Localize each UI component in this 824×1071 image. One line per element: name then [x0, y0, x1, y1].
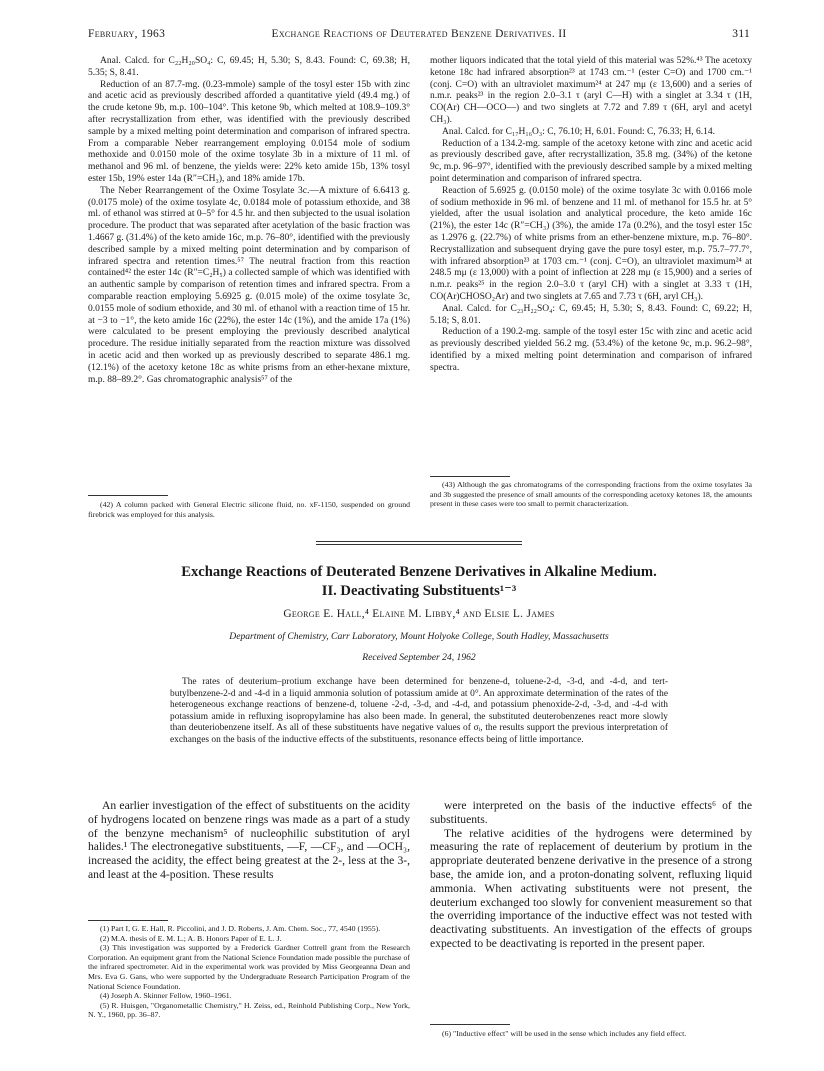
body-paragraph: Reaction of 5.6925 g. (0.0150 mole) of the oxime tosylate 3c with 0.0166 mole of sodium methoxide in 96 ml. of benzene and 11 ml. of methanol for 15.5 hr. at 5° yielded, after the usual isolation and analytical procedure, the keto amide 16c (21%), the ester 14c (R″=CH₃) (3%), the amide 17a (0.2%), and the tosyl ester 15c as 1.2976 g. (22.7%) of white prisms from an ether-benzene mixture, m.p. 76–80°. Recrystallization and subsequent drying gave the pure tosyl ester, m.p. 75.7–77.7°, with infrared absorption²³ at 1703 cm.⁻¹ (conj. C=O), an ultraviolet maximum²⁴ at 248.5 mμ (ε 13,000) with a point of inflection at 228 mμ (ε 15,900) and a series of n.m.r. peaks²⁵ in the region 2.0–3.0 τ (aryl CH) with a singlet at 3.33 τ (1H, CO(Ar)CHOSO₂Ar) and two singlets at 7.65 and 7.73 τ (6H, aryl CH₃).: [430, 185, 752, 302]
analysis-paragraph: Anal. Calcd. for C₂₂H₂₀SO₄: C, 69.45; H, 5.30; S, 8.43. Found: C, 69.38; H, 5.35; S, 8.41.: [88, 56, 410, 78]
body-paragraph: An earlier investigation of the effect of substituents on the acidity of hydrogens located on benzene rings was made as a part of a study of the benzyne mechanism⁵ of nucleophilic substitution of aryl halides.¹ The electronegative substituents, —F, —CF₃, and —OCH₃, increased the acidity, the effect being greatest at the 2-, less at the 3-, and least at the 4-position. These results: [88, 799, 410, 881]
body-paragraph: mother liquors indicated that the total yield of this material was 52%.⁴³ The acetoxy ketone 18c had infrared absorption²³ at 1743 cm.⁻¹ (ester C=O) and 1700 cm.⁻¹ (conj. C=O) with an ultraviolet maximum²⁴ at 247 mμ (ε 13,600) and a series of n.m.r. peaks²³ in the region 2.0–3.1 τ (aryl C—H) with a singlet at 3.34 τ (1H, CO(Ar) CH—OCO—) and two singlets at 7.72 and 7.89 τ (6H, aryl and acetyl CH₃).: [430, 56, 752, 125]
running-head: [88, 28, 750, 44]
footnote-text: (6) "Inductive effect" will be used in the sense which includes any field effect.: [442, 1029, 687, 1038]
footnote-rule: [88, 920, 168, 921]
analysis-paragraph: Anal. Calcd. for C₁₇H₁₆O₃: C, 76.10; H, 6.01. Found: C, 76.33; H, 6.14.: [442, 126, 716, 137]
footnote-text: (5) R. Huisgen, "Organometallic Chemistry," H. Zeiss, ed., Reinhold Publishing Corp., New York, N. Y., 1960, pp. 36–87.: [88, 1000, 410, 1020]
analysis-paragraph: Anal. Calcd. for C₂₃H₂₂SO₄: C, 69.45; H, 5.30; S, 8.43. Found: C, 69.22; H, 5.18; S, 8.01.: [430, 303, 752, 326]
abstract: The rates of deuterium–protium exchange have been determined for benzene-d, toluene-2-d, -3-d, and -4-d, and tert-butylbenzene-2-d and -4-d in a liquid ammonia solution of potassium amide at 0°. An approximate determination of the rates of the heterogeneous exchange reactions of benzene-d, toluene -2-d, -3-d, and -4-d, and potassium phenoxide-2-d, -3-d, and -4-d with potassium amide in refluxing isopropylamine has also been made. In general, the substituted deuterobenzenes react more slowly than deuteriobenzene itself. As all of these substituents have negative values of σᵢ, the results support the previous interpretation of exchanges on the basis of the inductive effects of the substituents, resonance effects being of little importance.: [170, 677, 668, 745]
footnote-text: (43) Although the gas chromatograms of the corresponding fractions from the oxime tosylates 3a and 3b suggested the presence of small amounts of the corresponding acetoxy ketones 18, the amounts present in these cases were too small to permit characterization.: [430, 480, 752, 509]
body-paragraph: The relative acidities of the hydrogens were determined by measuring the rate of replacement of deuterium by protium in the appropriate deuterated benzene derivative in the presence of a strong base, the amide ion, and a proton-donating solvent, refluxing liquid ammonia. When activating substituents were not present, the deuterium exchanged too slowly for convenient measurement so that the overriding importance of the inductive effect was not tested with deactivating substituents. An investigation of the effects of groups expected to be deactivating is reported in the present paper.: [430, 826, 752, 950]
footnotes-1-5: [88, 924, 410, 1020]
body-paragraph: Reduction of a 190.2-mg. sample of the tosyl ester 15c with zinc and acetic acid as previously described yielded 56.2 mg. (53.4%) of the ketone 9c, m.p. 96.2–98°, identified by a mixed melting point determination and comparison of infrared spectra.: [430, 327, 752, 373]
affiliation: Department of Chemistry, Carr Laboratory, Mount Holyoke College, South Hadley, Massachusetts: [229, 631, 609, 642]
previous-article-right-column: [430, 56, 752, 375]
previous-article-left-column: [88, 56, 410, 386]
header-title: Exchange Reactions of Deuterated Benzene Derivatives. II: [271, 28, 567, 40]
article-separator: [316, 541, 522, 542]
authors: George E. Hall,⁴ Elaine M. Libby,⁴ and Elsie L. James: [283, 608, 555, 620]
body-left-column: [88, 799, 410, 882]
footnote-text: (42) A column packed with General Electric silicone fluid, no. xF-1150, suspended on ground firebrick was employed for this analysis.: [88, 500, 410, 519]
footnote-text: (2) M.A. thesis of E. M. L.; A. B. Honors Paper of E. L. J.: [100, 933, 282, 943]
body-paragraph: Reduction of a 134.2-mg. sample of the acetoxy ketone with zinc and acetic acid as previously described gave, after recrystallization, 35.8 mg. (34%) of the ketone 9c, m.p. 96–97°, identified with the previously described sample by a mixed melting point determination and comparison of infrared spectra.: [430, 138, 752, 184]
article-separator: [316, 544, 522, 545]
footnote-text: (3) This investigation was supported by a Frederick Gardner Cottrell grant from the Research Corporation. An equipment grant from the National Science Foundation made possible the purchase of the infrared spectrometer. Aid in the experimental work was provided by Miss Georgeanna Dean and Mrs. Eva G. Gans, who were supported by the Undergraduate Research Participation Program of the National Science Foundation.: [88, 943, 410, 991]
footnote-rule: [430, 1024, 510, 1025]
footnote-43: [430, 480, 752, 509]
page-number: 311: [732, 28, 750, 40]
body-right-column: [430, 799, 752, 951]
footnote-text: (1) Part I, G. E. Hall, R. Piccolini, and J. D. Roberts, J. Am. Chem. Soc., 77, 4540 (1955).: [100, 924, 381, 933]
article-title: [88, 563, 750, 601]
article-title-line: II. Deactivating Substituents¹⁻³: [321, 583, 517, 599]
footnote-6: [430, 1029, 752, 1039]
body-paragraph: were interpreted on the basis of the inductive effects⁶ of the substituents.: [430, 799, 752, 826]
footnote-rule: [88, 495, 168, 496]
article-title-line: Exchange Reactions of Deuterated Benzene Derivatives in Alkaline Medium.: [181, 564, 657, 580]
footnote-rule: [430, 476, 510, 477]
body-paragraph: The Neber Rearrangement of the Oxime Tosylate 3c.—A mixture of 6.6413 g. (0.0175 mole) of the oxime tosylate 4c, 0.0184 mole of potassium ethoxide, and 38 ml. of ethanol was stirred at 0–5° for 4.5 hr. and then subjected to the usual isolation procedure. The product that was separated after acetylation of the basic fraction was 1.4667 g. (31.4%) of the keto amide 16c, m.p. 76–80°, identified with the previously described sample by a mixed melting point determination and by comparison of infrared spectra and retention times.⁵⁷ The neutral fraction from this reaction contained⁴² the ester 14c (R″=C₂H₅) a collected sample of which was identified with an authentic sample by comparison of retention times and infrared spectra. From a comparable reaction employing 5.6925 g. (0.015 mole) of the oxime tosylate 3c, 0.0155 mole of sodium ethoxide, and 30 ml. of ethanol with a reaction time of 15 hr. at −3 to −1°, the keto amide 16c (22%), the ester 14c (1%), and the amide 17a (1%) were calculated to be present employing the previously described analytical procedure. The residue initially separated from the reaction mixture was dissolved in acetic acid and then worked up as previously described to separate 486.1 mg. (12.1%) of the acetoxy ketone 18c as white prisms from an ether-hexane mixture, m.p. 88–89.2°. Gas chromatographic analysis⁵⁷ of the: [88, 185, 410, 385]
footnote-42: [88, 500, 410, 519]
received-date: Received September 24, 1962: [362, 652, 476, 663]
footnote-text: (4) Joseph A. Skinner Fellow, 1960–1961.: [100, 991, 232, 1001]
body-paragraph: Reduction of an 87.7-mg. (0.23-mmole) sample of the tosyl ester 15b with zinc and acetic acid as previously described afforded a quantitative yield (49.4 mg.) of the crude ketone 9b, m.p. 100–104°. This ketone 9b, which melted at 108.9–109.3° after recrystallization from ether, was identified with the previously described sample by a mixed melting point determination and comparison of infrared spectra. From a comparable Neber rearrangement employing 0.0154 mole of sodium methoxide and 0.0150 mole of the oxime tosylate 3b in a mixture of 11 ml. of methanol and 96 ml. of benzene, the yields were: 22% keto amide 15b, 13% tosyl ester 15b, 19% ester 14a (R″=CH₃), and 18% amide 17b.: [88, 79, 410, 184]
header-date: February, 1963: [88, 28, 166, 40]
